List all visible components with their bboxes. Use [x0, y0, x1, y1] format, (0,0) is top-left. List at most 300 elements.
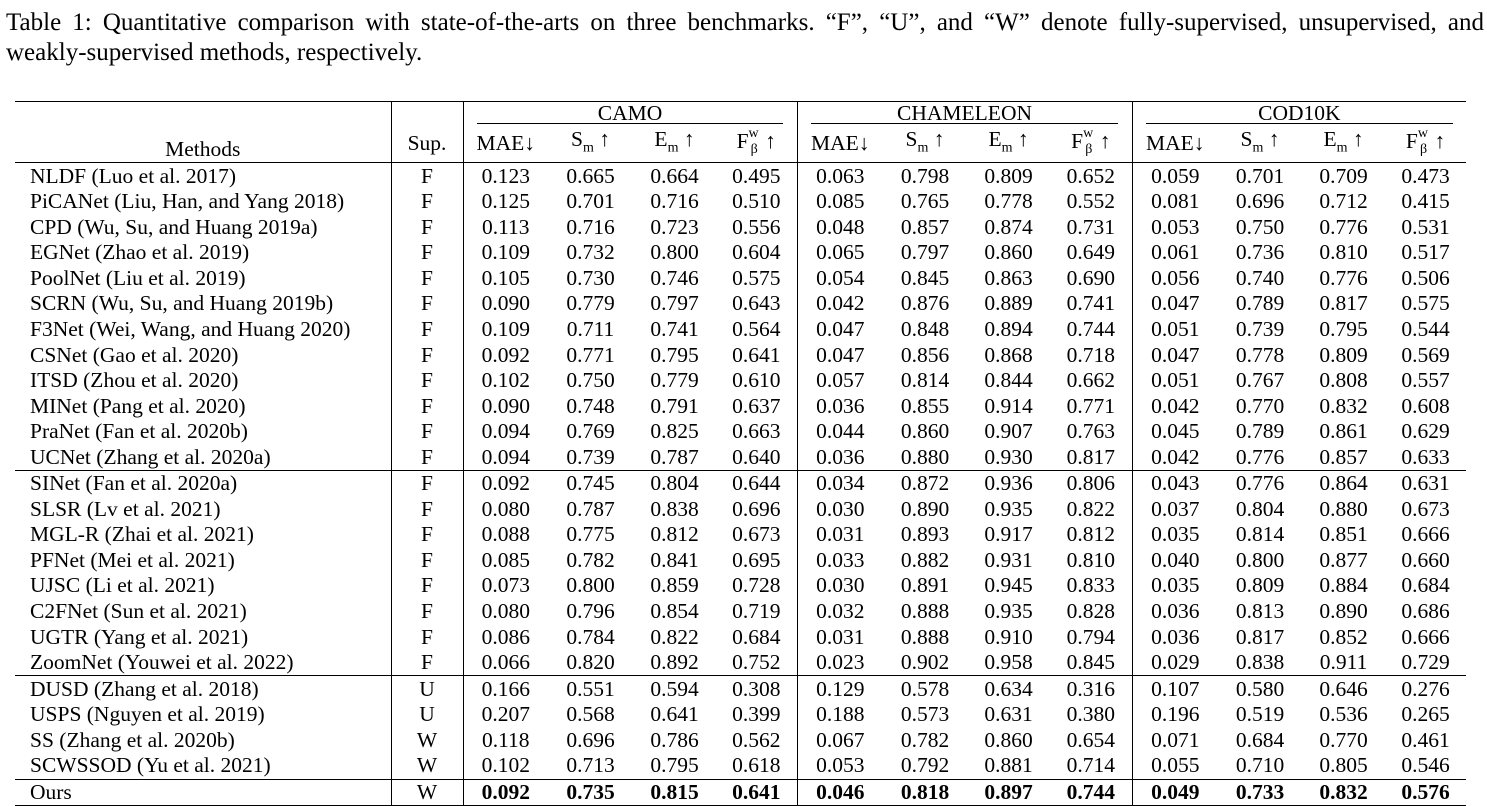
cell-mae: 0.047: [816, 317, 865, 341]
cell-sm: 0.818: [883, 779, 967, 806]
method-name: MGL-R (Zhai et al. 2021): [30, 522, 254, 547]
cell-fbw: 0.817: [1050, 444, 1132, 470]
supervision-type: F: [391, 240, 463, 266]
cell-em: 0.910: [984, 624, 1033, 649]
cell-em: 0.868: [984, 342, 1033, 367]
table-row: [15, 240, 1466, 266]
cell-fbw: 0.666: [1401, 522, 1450, 547]
supervision-type: F: [391, 522, 463, 548]
sup-header-spacer: [391, 102, 463, 125]
cell-sm: 0.573: [900, 702, 950, 727]
metric-header-fbw-chameleon: $F^w_\beta$ ↑: [1050, 124, 1132, 163]
cell-fbw: 0.729: [1401, 650, 1450, 675]
cell-sm: 0.745: [548, 471, 633, 497]
cell-em: 0.825: [650, 419, 699, 444]
table-row: [15, 215, 1466, 241]
cell-mae: 0.118: [481, 727, 530, 752]
supervision-type: F: [391, 471, 463, 497]
cell-mae: 0.031: [816, 624, 865, 649]
cell-mae: 0.042: [1151, 393, 1200, 418]
cell-em: 0.861: [1319, 419, 1368, 444]
cell-fbw: 0.728: [716, 573, 797, 599]
cell-sm: 0.771: [566, 342, 615, 367]
cell-sm: 0.891: [900, 573, 950, 598]
cell-sm: 0.735: [548, 779, 633, 806]
cell-fbw: 0.517: [1401, 240, 1450, 265]
cell-mae: 0.035: [1151, 573, 1200, 598]
cell-fbw: 0.637: [716, 393, 797, 419]
cell-sm: 0.890: [900, 496, 950, 521]
cell-em: 0.864: [1302, 471, 1385, 497]
cell-em: 0.809: [1319, 342, 1368, 367]
cell-sm: 0.701: [566, 189, 615, 214]
cell-fbw: 0.673: [1401, 496, 1450, 521]
table-row: [15, 573, 1466, 599]
table-row: [15, 522, 1466, 548]
supervision-type: F: [391, 342, 463, 368]
cell-mae: 0.086: [481, 624, 530, 649]
method-name: Ours: [15, 779, 391, 806]
cell-mae: 0.207: [481, 702, 530, 727]
cell-sm: 0.733: [1218, 779, 1302, 806]
supervision-type: F: [391, 189, 463, 215]
cell-em: 0.907: [984, 419, 1033, 444]
cell-fbw: 0.663: [716, 419, 797, 445]
cell-sm: 0.800: [1235, 547, 1285, 572]
cell-em: 0.874: [984, 214, 1033, 239]
cell-sm: 0.767: [1235, 368, 1285, 393]
cell-sm: 0.798: [900, 163, 950, 188]
cell-sm: 0.838: [1235, 650, 1285, 675]
cell-sm: 0.855: [900, 393, 950, 418]
cell-em: 0.776: [1319, 214, 1368, 239]
cell-sm: 0.782: [566, 547, 615, 572]
cell-fbw: 0.633: [1401, 444, 1450, 469]
cell-fbw: 0.752: [716, 650, 797, 676]
supervision-type: F: [391, 624, 463, 650]
cell-sm: 0.684: [1235, 727, 1285, 752]
cell-sm: 0.814: [1235, 522, 1285, 547]
cell-em: 0.897: [967, 779, 1050, 806]
cell-fbw: 0.643: [716, 291, 797, 317]
cell-sm: 0.580: [1218, 676, 1302, 702]
cell-em: 0.844: [984, 368, 1033, 393]
cell-fbw: 0.641: [716, 342, 797, 368]
method-name: ZoomNet (Youwei et al. 2022): [30, 650, 294, 675]
cell-sm: 0.860: [900, 419, 950, 444]
supervision-type: F: [391, 650, 463, 676]
cell-em: 0.809: [984, 163, 1033, 188]
cell-sm: 0.782: [900, 727, 950, 752]
cell-mae: 0.094: [481, 444, 530, 469]
cell-fbw: 0.695: [716, 548, 797, 574]
cell-em: 0.805: [1319, 753, 1368, 778]
cell-em: 0.881: [984, 753, 1033, 778]
supervision-type: F: [391, 163, 463, 189]
supervision-type: F: [391, 419, 463, 445]
cell-mae: 0.059: [1151, 163, 1200, 188]
cell-sm: 0.813: [1235, 599, 1285, 624]
cell-fbw: 0.495: [716, 163, 797, 189]
method-name: F3Net (Wei, Wang, and Huang 2020): [30, 317, 351, 341]
cell-fbw: 0.649: [1050, 240, 1132, 266]
cell-em: 0.594: [633, 676, 716, 702]
cell-em: 0.779: [650, 368, 699, 393]
cell-em: 0.930: [984, 444, 1033, 469]
cell-em: 0.634: [967, 676, 1050, 702]
cell-em: 0.536: [1319, 702, 1368, 727]
cell-em: 0.931: [984, 547, 1033, 572]
cell-sm: 0.800: [566, 573, 615, 598]
cell-fbw: 0.812: [1050, 522, 1132, 548]
cell-mae: 0.042: [1151, 444, 1200, 469]
cell-mae: 0.188: [816, 702, 865, 727]
cell-sm: 0.732: [566, 240, 615, 265]
supervision-type: F: [391, 444, 463, 470]
cell-fbw: 0.265: [1401, 702, 1450, 727]
cell-fbw: 0.316: [1050, 676, 1132, 702]
cell-fbw: 0.557: [1401, 368, 1450, 393]
cell-fbw: 0.684: [1401, 573, 1450, 598]
cell-em: 0.817: [1319, 291, 1368, 316]
supervision-type: F: [391, 599, 463, 625]
cell-sm: 0.797: [900, 240, 950, 265]
cell-mae: 0.092: [463, 471, 548, 497]
supervision-type: F: [391, 317, 463, 343]
cell-fbw: 0.744: [1050, 317, 1132, 343]
cell-mae: 0.066: [481, 650, 530, 675]
cell-sm: 0.888: [900, 599, 950, 624]
cell-mae: 0.023: [816, 650, 865, 675]
method-name: SS (Zhang et al. 2020b): [30, 727, 235, 752]
cell-mae: 0.094: [481, 419, 530, 444]
cell-mae: 0.035: [1151, 522, 1200, 547]
cell-fbw: 0.473: [1401, 163, 1450, 188]
cell-fbw: 0.686: [1401, 599, 1450, 624]
cell-mae: 0.092: [481, 342, 530, 367]
cell-mae: 0.036: [816, 444, 865, 469]
cell-em: 0.935: [984, 599, 1033, 624]
cell-em: 0.746: [650, 265, 699, 290]
cell-em: 0.914: [984, 393, 1033, 418]
cell-em: 0.838: [650, 496, 699, 521]
cell-sm: 0.845: [900, 265, 950, 290]
table-row: [15, 702, 1466, 728]
metric-header-sm-camo: $S_m$ ↑: [548, 124, 633, 163]
table-row: [15, 393, 1466, 419]
cell-mae: 0.102: [481, 368, 530, 393]
table-row-ours: [15, 779, 1466, 806]
cell-fbw: 0.641: [716, 779, 797, 806]
supervision-type: F: [391, 393, 463, 419]
table-row: [15, 342, 1466, 368]
method-name: ITSD (Zhou et al. 2020): [30, 368, 239, 393]
metric-header-fbw-cod10k: $F^w_\beta$ ↑: [1385, 124, 1466, 163]
cell-sm: 0.817: [1235, 624, 1285, 649]
cell-sm: 0.789: [1235, 291, 1285, 316]
cell-fbw: 0.631: [1385, 471, 1466, 497]
cell-fbw: 0.644: [716, 471, 797, 497]
cell-sm: 0.775: [566, 522, 615, 547]
cell-sm: 0.804: [1235, 496, 1285, 521]
cell-sm: 0.902: [900, 650, 950, 675]
cell-mae: 0.047: [1151, 342, 1200, 367]
table-row: [15, 599, 1466, 625]
methods-header: Methods: [15, 124, 391, 163]
cell-em: 0.822: [650, 624, 699, 649]
cell-sm: 0.716: [566, 214, 615, 239]
cell-sm: 0.769: [566, 419, 615, 444]
cell-mae: 0.048: [816, 214, 865, 239]
supervision-type: F: [391, 291, 463, 317]
cell-fbw: 0.660: [1401, 547, 1450, 572]
cell-em: 0.857: [1319, 444, 1368, 469]
cell-mae: 0.032: [816, 599, 865, 624]
metric-header-em-camo: $E_m$ ↑: [633, 124, 716, 163]
cell-fbw: 0.564: [716, 317, 797, 343]
method-name: SCWSSOD (Yu et al. 2021): [30, 753, 271, 778]
cell-sm: 0.739: [1235, 317, 1285, 341]
metric-header-mae-camo: MAE↓: [463, 124, 548, 163]
cell-sm: 0.519: [1235, 702, 1285, 727]
cell-sm: 0.789: [1235, 419, 1285, 444]
table-row: [15, 471, 1466, 497]
cell-sm: 0.784: [566, 624, 615, 649]
table-row: [15, 676, 1466, 702]
cell-em: 0.892: [650, 650, 699, 675]
method-name: UGTR (Yang et al. 2021): [30, 624, 249, 649]
cell-mae: 0.029: [1151, 650, 1200, 675]
cell-em: 0.808: [1319, 368, 1368, 393]
cell-fbw: 0.575: [716, 266, 797, 292]
cell-fbw: 0.652: [1050, 163, 1132, 189]
cell-mae: 0.065: [816, 240, 865, 265]
method-name: MINet (Pang et al. 2020): [30, 393, 246, 418]
table-row: [15, 650, 1466, 676]
cell-em: 0.935: [984, 496, 1033, 521]
table-row: [15, 624, 1466, 650]
cell-sm: 0.776: [1235, 444, 1285, 469]
cell-sm: 0.856: [900, 342, 950, 367]
cell-mae: 0.037: [1151, 496, 1200, 521]
cell-fbw: 0.662: [1050, 368, 1132, 394]
metric-header-sm-cod10k: $S_m$ ↑: [1218, 124, 1302, 163]
cell-em: 0.787: [650, 444, 699, 469]
cell-sm: 0.750: [1235, 214, 1285, 239]
cell-em: 0.804: [633, 471, 716, 497]
method-name: NLDF (Luo et al. 2017): [30, 163, 237, 188]
cell-sm: 0.568: [566, 702, 615, 727]
cell-fbw: 0.556: [716, 215, 797, 241]
method-name: DUSD (Zhang et al. 2018): [15, 676, 391, 702]
cell-mae: 0.036: [816, 393, 865, 418]
cell-sm: 0.876: [900, 291, 950, 316]
cell-mae: 0.129: [797, 676, 883, 702]
table-row: [15, 497, 1466, 523]
cell-em: 0.723: [650, 214, 699, 239]
cell-sm: 0.770: [1235, 393, 1285, 418]
cell-mae: 0.036: [1151, 599, 1200, 624]
cell-mae: 0.044: [816, 419, 865, 444]
cell-mae: 0.166: [463, 676, 548, 702]
cell-fbw: 0.833: [1050, 573, 1132, 599]
method-name: SCRN (Wu, Su, and Huang 2019b): [30, 291, 334, 316]
cell-mae: 0.047: [1151, 291, 1200, 316]
cell-sm: 0.701: [1235, 163, 1285, 188]
method-name: UCNet (Zhang et al. 2020a): [30, 444, 271, 469]
cell-mae: 0.067: [816, 727, 865, 752]
cell-mae: 0.080: [481, 599, 530, 624]
cell-mae: 0.081: [1151, 189, 1200, 214]
cell-mae: 0.051: [1151, 368, 1200, 393]
method-name: PraNet (Fan et al. 2020b): [30, 419, 248, 444]
cell-fbw: 0.714: [1050, 753, 1132, 779]
cell-sm: 0.748: [566, 393, 615, 418]
cell-em: 0.631: [984, 702, 1033, 727]
cell-fbw: 0.684: [716, 624, 797, 650]
cell-fbw: 0.718: [1050, 342, 1132, 368]
cell-mae: 0.085: [481, 547, 530, 572]
cell-mae: 0.105: [481, 265, 530, 290]
cell-mae: 0.109: [481, 317, 530, 341]
cell-mae: 0.061: [1151, 240, 1200, 265]
cell-sm: 0.711: [566, 317, 615, 341]
table-row: [15, 727, 1466, 753]
cell-fbw: 0.771: [1050, 393, 1132, 419]
metric-header-mae-cod10k: MAE↓: [1132, 124, 1218, 163]
cell-mae: 0.123: [481, 163, 530, 188]
cell-sm: 0.739: [566, 444, 615, 469]
cell-em: 0.795: [1319, 317, 1368, 341]
cell-em: 0.889: [984, 291, 1033, 316]
cell-fbw: 0.604: [716, 240, 797, 266]
table-row: [15, 266, 1466, 292]
table-row: [15, 317, 1466, 343]
table-row: [15, 189, 1466, 215]
cell-em: 0.832: [1302, 779, 1385, 806]
method-name: PoolNet (Liu et al. 2019): [30, 265, 246, 290]
cell-mae: 0.073: [481, 573, 530, 598]
table-row: [15, 753, 1466, 779]
sup-header: Sup.: [391, 124, 463, 163]
cell-fbw: 0.763: [1050, 419, 1132, 445]
cell-sm: 0.809: [1235, 573, 1285, 598]
cell-fbw: 0.380: [1050, 702, 1132, 728]
cell-sm: 0.779: [566, 291, 615, 316]
method-name: UJSC (Li et al. 2021): [30, 573, 215, 598]
cell-mae: 0.107: [1132, 676, 1218, 702]
cell-em: 0.884: [1319, 573, 1368, 598]
cell-sm: 0.710: [1235, 753, 1285, 778]
cell-mae: 0.046: [797, 779, 883, 806]
cell-em: 0.958: [984, 650, 1033, 675]
dataset-header-cod10k: COD10K: [1132, 102, 1466, 125]
cell-mae: 0.031: [816, 522, 865, 547]
method-name: EGNet (Zhao et al. 2019): [30, 240, 250, 265]
cell-em: 0.800: [650, 240, 699, 265]
cell-em: 0.852: [1319, 624, 1368, 649]
supervision-type: F: [391, 573, 463, 599]
supervision-type: W: [391, 753, 463, 779]
cell-em: 0.776: [1319, 265, 1368, 290]
cell-fbw: 0.308: [716, 676, 797, 702]
cell-em: 0.841: [650, 547, 699, 572]
cell-em: 0.795: [650, 753, 699, 778]
cell-fbw: 0.845: [1050, 650, 1132, 676]
table-body: [15, 163, 1466, 806]
cell-fbw: 0.673: [716, 522, 797, 548]
cell-mae: 0.113: [481, 214, 530, 239]
cell-mae: 0.051: [1151, 317, 1200, 341]
cell-em: 0.894: [984, 317, 1033, 341]
cell-em: 0.786: [650, 727, 699, 752]
cell-sm: 0.796: [566, 599, 615, 624]
cell-em: 0.877: [1319, 547, 1368, 572]
supervision-type: F: [391, 497, 463, 523]
table-row: [15, 419, 1466, 445]
cell-mae: 0.063: [816, 163, 865, 188]
cell-sm: 0.750: [566, 368, 615, 393]
cell-em: 0.791: [650, 393, 699, 418]
cell-em: 0.890: [1319, 599, 1368, 624]
cell-em: 0.832: [1319, 393, 1368, 418]
cell-mae: 0.057: [816, 368, 865, 393]
method-name: CSNet (Gao et al. 2020): [30, 342, 239, 367]
metric-header-mae-chameleon: MAE↓: [797, 124, 883, 163]
cell-mae: 0.056: [1151, 265, 1200, 290]
cell-sm: 0.814: [900, 368, 950, 393]
cell-sm: 0.848: [900, 317, 950, 341]
cell-mae: 0.080: [481, 496, 530, 521]
cell-fbw: 0.562: [716, 727, 797, 753]
cell-fbw: 0.576: [1385, 779, 1466, 806]
dataset-header-chameleon: CHAMELEON: [797, 102, 1132, 125]
cell-mae: 0.053: [816, 753, 865, 778]
cell-em: 0.741: [650, 317, 699, 341]
cell-mae: 0.042: [816, 291, 865, 316]
cell-mae: 0.102: [481, 753, 530, 778]
supervision-type: W: [391, 779, 463, 806]
cell-fbw: 0.506: [1401, 265, 1450, 290]
cell-sm: 0.713: [566, 753, 615, 778]
supervision-type: U: [391, 676, 463, 702]
cell-sm: 0.665: [566, 163, 615, 188]
cell-fbw: 0.608: [1401, 393, 1450, 418]
cell-em: 0.911: [1319, 650, 1368, 675]
cell-em: 0.859: [650, 573, 699, 598]
cell-mae: 0.049: [1132, 779, 1218, 806]
cell-sm: 0.736: [1235, 240, 1285, 265]
supervision-type: W: [391, 727, 463, 753]
cell-mae: 0.090: [481, 291, 530, 316]
metric-header-em-chameleon: $E_m$ ↑: [967, 124, 1050, 163]
cell-mae: 0.090: [481, 393, 530, 418]
cell-fbw: 0.828: [1050, 599, 1132, 625]
supervision-type: F: [391, 368, 463, 394]
method-name: USPS (Nguyen et al. 2019): [30, 702, 265, 727]
cell-sm: 0.792: [900, 753, 950, 778]
cell-sm: 0.776: [1218, 471, 1302, 497]
cell-sm: 0.820: [566, 650, 615, 675]
cell-fbw: 0.806: [1050, 471, 1132, 497]
cell-sm: 0.787: [566, 496, 615, 521]
cell-fbw: 0.822: [1050, 497, 1132, 523]
cell-em: 0.815: [633, 779, 716, 806]
cell-mae: 0.125: [481, 189, 530, 214]
cell-mae: 0.053: [1151, 214, 1200, 239]
cell-mae: 0.030: [816, 496, 865, 521]
cell-fbw: 0.654: [1050, 727, 1132, 753]
